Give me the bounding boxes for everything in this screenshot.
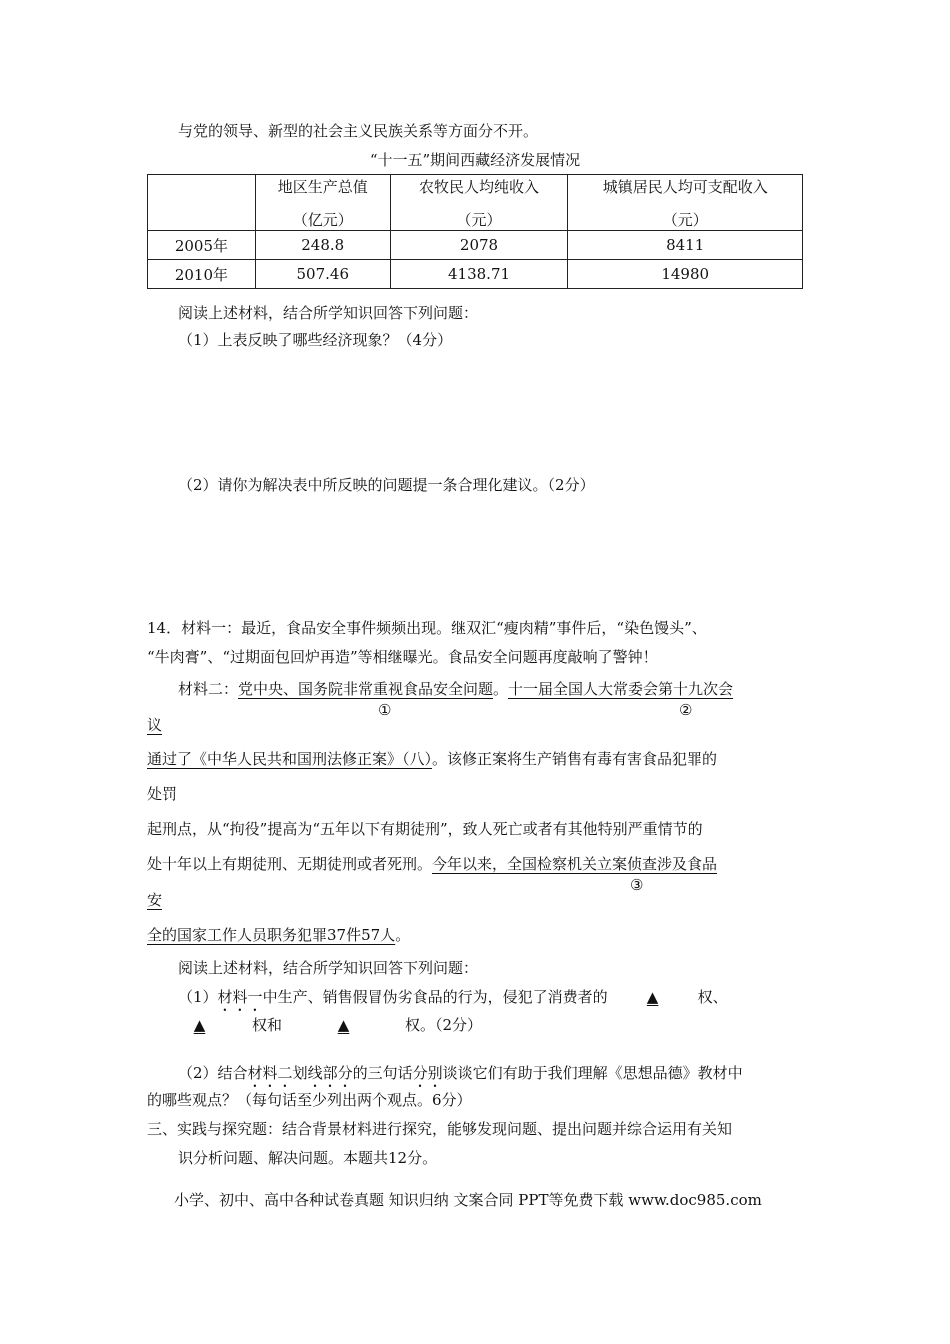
section3-line2: 识分析问题、解决问题。本题共12分。 [178,1149,438,1167]
table-row [148,260,803,289]
table-year-cell: 2005年 [148,231,256,260]
underlined-sentence-2b: 通过了《中华人民共和国刑法修正案》（八） [147,750,433,768]
q14-material2-an: 安 [147,891,163,909]
q14-material2-line6: 全的国家工作人员职务犯罪37件57人。 [147,926,411,944]
q14-material2-line1: 材料二：党中央、国务院非常重视食品安全问题。十一届全国人大常委会第十九次会 [178,680,734,698]
material2-label: 材料二： [178,680,239,698]
footer-note: 小学、初中、高中各种试卷真题 知识归纳 文案合同 PPT等免费下载 www.doc985.com [174,1191,762,1209]
marker-3: ③ [630,876,644,894]
table-cell: 8411 [568,231,803,260]
answer-blank-1[interactable]: ▲ [646,988,659,1006]
table-cell: 2078 [390,231,568,260]
underlined-sentence-3a: 今年以来，全国检察机关立案侦查涉及食品 [432,855,718,873]
q14-question-1-line1: （1）材料一中生产、销售假冒伪劣食品的行为，侵犯了消费者的 ▲ 权、 [178,988,728,1006]
q14-material2-line3: 处罚 [147,785,178,803]
table-cell: 4138.71 [390,260,568,289]
q14-question-2-line2: 的哪些观点？（每句话至少列出两个观点。6分） [147,1091,472,1109]
table-year-cell: 2010年 [148,260,256,289]
marker-2: ② [679,701,693,719]
q13-prompt: 阅读上述材料，结合所学知识回答下列问题： [178,304,479,322]
underlined-sentence-3b: 全的国家工作人员职务犯罪37件57人 [147,926,396,944]
q14-material1-line1: 14．材料一：最近，食品安全事件频频出现。继双汇“瘦肉精”事件后，“染色馒头”、 [147,619,707,637]
underlined-sentence-2a: 十一届全国人大常委会第十九次会 [508,680,734,698]
table-cell: 14980 [568,260,803,289]
q14-material2-line5: 处十年以上有期徒刑、无期徒刑或者死刑。今年以来，全国检察机关立案侦查涉及食品 [147,855,718,873]
emphasis-material1: 材料一 [217,988,263,1006]
q13-question-1: （1）上表反映了哪些经济现象？（4分） [178,331,453,349]
answer-blank-2[interactable]: ▲ [193,1016,206,1034]
q14-prompt: 阅读上述材料，结合所学知识回答下列问题： [178,959,479,977]
intro-line: 与党的领导、新型的社会主义民族关系等方面分不开。 [178,122,539,140]
q14-material2-yi: 议 [147,716,163,734]
table-header-cell: 城镇居民人均可支配收入 （元） [568,175,803,231]
economy-table [147,174,803,289]
underlined-sentence-1: 党中央、国务院非常重视食品安全问题 [238,680,494,698]
table-header-cell: 农牧民人均纯收入 （元） [390,175,568,231]
q14-material1-line2: “牛肉膏”、“过期面包回炉再造”等相继曝光。食品安全问题再度敲响了警钟！ [147,648,658,666]
answer-blank-3[interactable]: ▲ [337,1016,350,1034]
q14-material2-line2: 通过了《中华人民共和国刑法修正案》（八）。该修正案将生产销售有毒有害食品犯罪的 [147,750,718,768]
table-header-row [148,175,803,231]
table-title: “十一五”期间西藏经济发展情况 [369,151,581,169]
table-row [148,231,803,260]
q13-question-2: （2）请你为解决表中所反映的问题提一条合理化建议。（2分） [178,476,595,494]
section3-line1: 三、实践与探究题：结合背景材料进行探究，能够发现问题、提出问题并综合运用有关知 [147,1120,733,1138]
marker-1: ① [378,701,392,719]
q14-material2-line4: 起刑点，从“拘役”提高为“五年以下有期徒刑”，致人死亡或者有其他特别严重情节的 [147,820,703,838]
table-cell: 507.46 [255,260,390,289]
table-header-cell: 地区生产总值 （亿元） [255,175,390,231]
table-corner-cell [148,175,256,231]
q14-question-1-line2: ▲ 权和 ▲ 权。（2分） [147,1018,482,1033]
table-cell: 248.8 [255,231,390,260]
q14-question-2-line1: （2）结合材料二划线部分的三句话分别谈谈它们有助于我们理解《思想品德》教材中 [178,1064,743,1082]
